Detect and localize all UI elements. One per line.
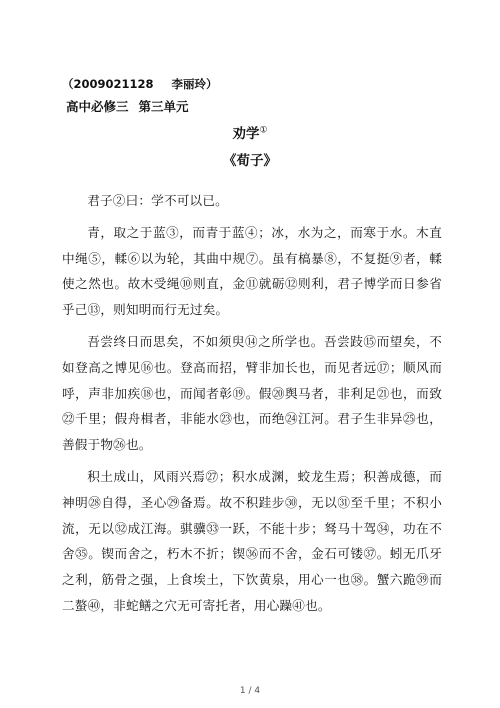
page-indicator: 1 / 4 <box>239 686 261 696</box>
course-name: 高中必修三 <box>66 99 129 114</box>
paragraph-4: 积土成山，风雨兴焉㉗；积水成渊，蛟龙生焉；积善成德，而神明㉘自得，圣心㉙备焉。故不积跬步㉚，无以㉛至千里；不积小流，无以㉜成江海。骐骥㉝一跃，不能十步；驽马十驾㉞，功在不舍㉟。锲而舍之，朽木不折；锲㊱而不舍，金石可镂㊲。蚓无爪牙之利，筋骨之强，上食埃土，下饮黄泉，用心一也㊳。蟹六跪㊴而二螯㊵，非蛇鳝之穴无可寄托者，用心躁㊶也。 <box>62 468 442 613</box>
student-id: （2009021128 <box>62 77 154 91</box>
student-name: 李丽玲） <box>171 77 218 91</box>
essay-author: 《荀子》 <box>223 153 277 169</box>
paragraph-1: 君子②曰：学不可以已。 <box>87 193 228 208</box>
essay-title-text: 劝学 <box>232 126 260 142</box>
paragraph-2: 青，取之于蓝③，而青于蓝④；冰，水为之，而寒于水。木直中绳⑤，輮⑥以为轮，其曲中规⑦。虽有槁暴⑧，不复挺⑨者，輮使之然也。故木受绳⑩则直，金⑪就砺⑫则利，君子博学而日参省乎己⑬，则知明而行无过矣。 <box>62 224 442 318</box>
student-meta <box>62 76 218 92</box>
essay-title <box>0 122 500 142</box>
paragraph-3: 吾尝终日而思矣，不如须臾⑭之所学也。吾尝跂⑮而望矣，不如登高之博见⑯也。登高而招，臂非加长也，而见者远⑰；顺风而呼，声非加疾⑱也，而闻者彰⑲。假⑳舆马者，非利足㉑也，而致㉒千里；假舟楫者，非能水㉓也，而绝㉔江河。君子生非异㉕也，善假于物㉖也。 <box>62 333 442 453</box>
unit-name: 第三单元 <box>138 99 189 114</box>
essay-body <box>62 188 442 619</box>
title-footnote-marker: ① <box>259 125 268 136</box>
unit-heading <box>66 97 189 115</box>
